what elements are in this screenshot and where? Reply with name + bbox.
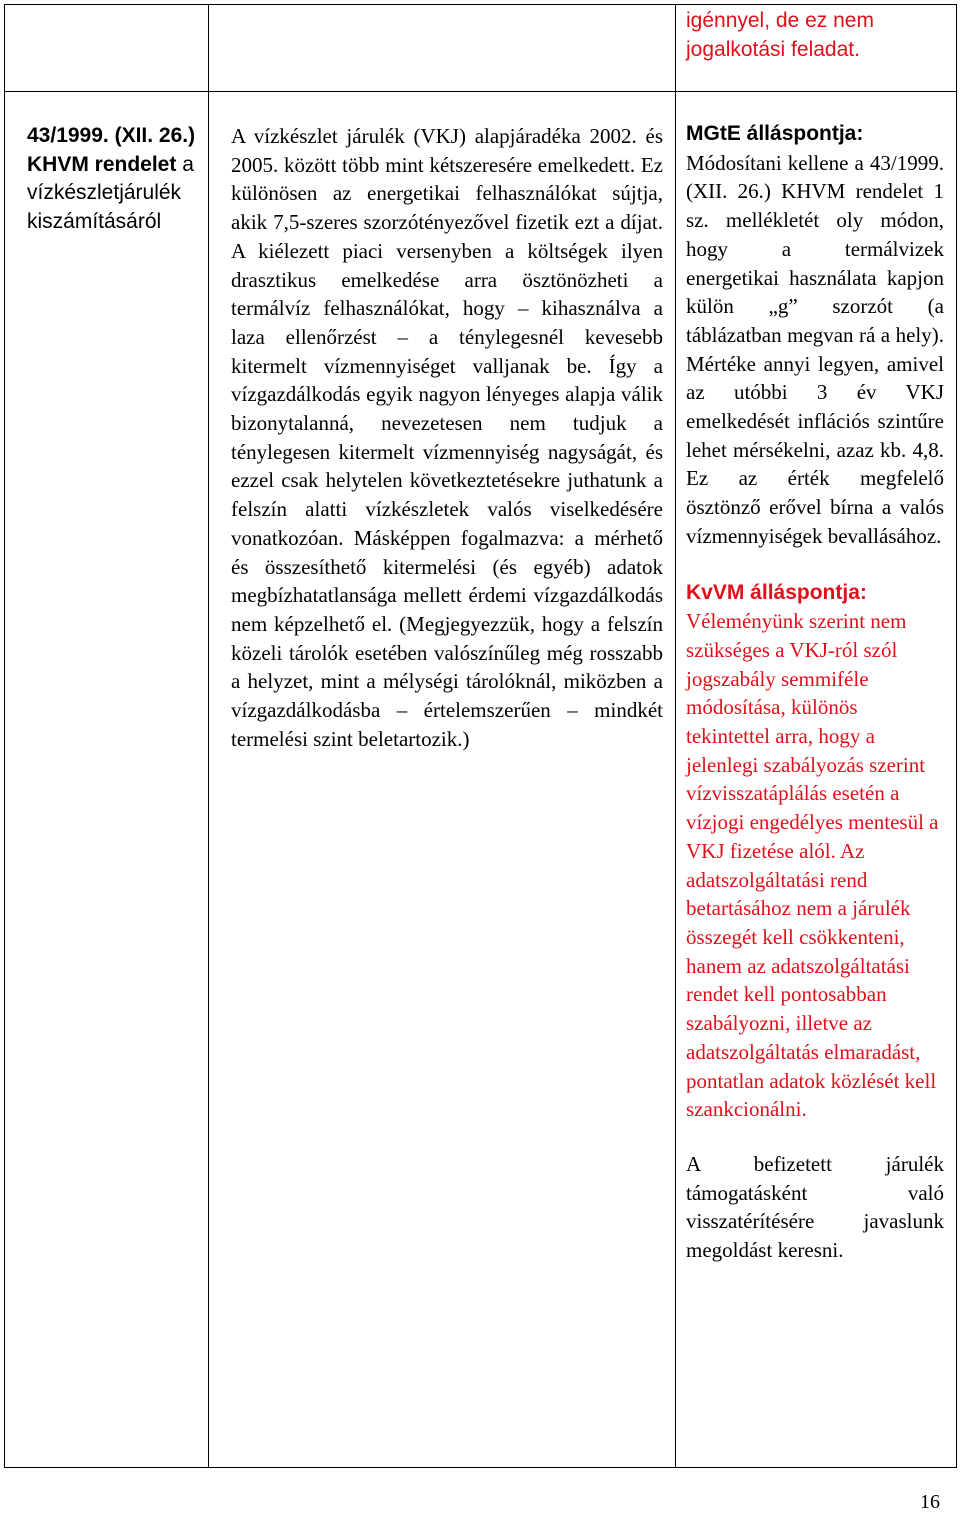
cell-responses xyxy=(676,92,957,1468)
comment-table xyxy=(4,4,957,1468)
table-row xyxy=(5,5,957,92)
closing-block xyxy=(686,1150,944,1265)
regulation-reference xyxy=(27,122,196,236)
cell-problem xyxy=(209,92,676,1468)
kvm-heading: KvVM álláspontja: xyxy=(686,580,867,604)
table-row xyxy=(5,92,957,1468)
mgte-block xyxy=(686,120,944,551)
regulation-title: a vízkészletjárulék kiszámításáról xyxy=(27,152,194,233)
kvm-block xyxy=(686,579,944,1124)
cell-top-note xyxy=(676,5,957,92)
kvm-text: Véleményünk szerint nem szükséges a VKJ-ról szól jogszabály semmiféle módosítása, különös tekintettel arra, hogy a jelenlegi szabályozás szerint vízvisszatáplálás esetén a vízjogi engedélyes mentesül a VKJ fizetése alól. Az adatszolgáltatási rend betartásához nem a járulék összegét kell csökkenteni, hanem az adatszolgáltatási rendet kell pontosabban szabályozni, illetve az adatszolgáltatás elmaradást, pontatlan adatok közlését kell szankcionálni. xyxy=(686,609,939,1122)
cell-empty-2 xyxy=(209,5,676,92)
cell-reference xyxy=(5,92,209,1468)
problem-text: A vízkészlet járulék (VKJ) alapjáradéka 2002. és 2005. között több mint kétszeresére emelkedett. Ez különösen az energetikai felhasználókat sújtja, akik 7,5-szeres szorzótényezővel fizetik ezt a díjat. A kiélezett piaci versenyben a költségek ilyen drasztikus emelkedése arra ösztönözheti a termálvíz felhasználókat, hogy – kihasználva a laza ellenőrzést – a ténylegesnél kevesebb kitermelt vízmennyiséget valljanak be. Így a vízgazdálkodás egyik nagyon lényeges alapja válik bizonytalanná, nevezetesen nem tudjuk a ténylegesen kitermelt vízmennyiség nagyságát, és ezzel csak helytelen következtetésekre juthatunk a felszín alatti vízkészletek valós viselkedésére vonatkozóan. Másképpen fogalmazva: a mérhető és összesíthető kitermelési (és egyéb) adatok megbízhatatlansága mellett érdemi vízgazdálkodás nem képzelhető el. (Megjegyezzük, hogy a felszín közeli tárolók esetében valószínűleg még rosszabb a helyzet, mint a mélységi tárolóknál, miközben a vízgazdálkodásba – értelemszerűen – mindkét termelési szint beletartozik.) xyxy=(231,124,663,751)
page-number: 16 xyxy=(920,1491,940,1513)
regulation-id: 43/1999. (XII. 26.) KHVM rendelet xyxy=(27,124,196,176)
mgte-text: Módosítani kellene a 43/1999. (XII. 26.) KHVM rendelet 1 sz. mellékletét oly módon, hogy a termálvizek energetikai használata kapjon külön „g” szorzót (a táblázatban megvan rá a hely). Mértéke annyi legyen, amivel az utóbbi 3 év VKJ emelkedését inflációs szintűre lehet mérsékelni, azaz kb. 4,8. Ez az érték megfelelő ösztönző erővel bírna a valós vízmennyiségek bevallásához. xyxy=(686,150,944,548)
mgte-heading: MGtE álláspontja: xyxy=(686,122,864,145)
cell-empty-1 xyxy=(5,5,209,92)
top-note-text: igénnyel, de ez nem jogalkotási feladat. xyxy=(686,9,874,61)
closing-text: A befizetett járulék támogatásként való visszatérítésére javaslunk megoldást keresni. xyxy=(686,1151,944,1263)
